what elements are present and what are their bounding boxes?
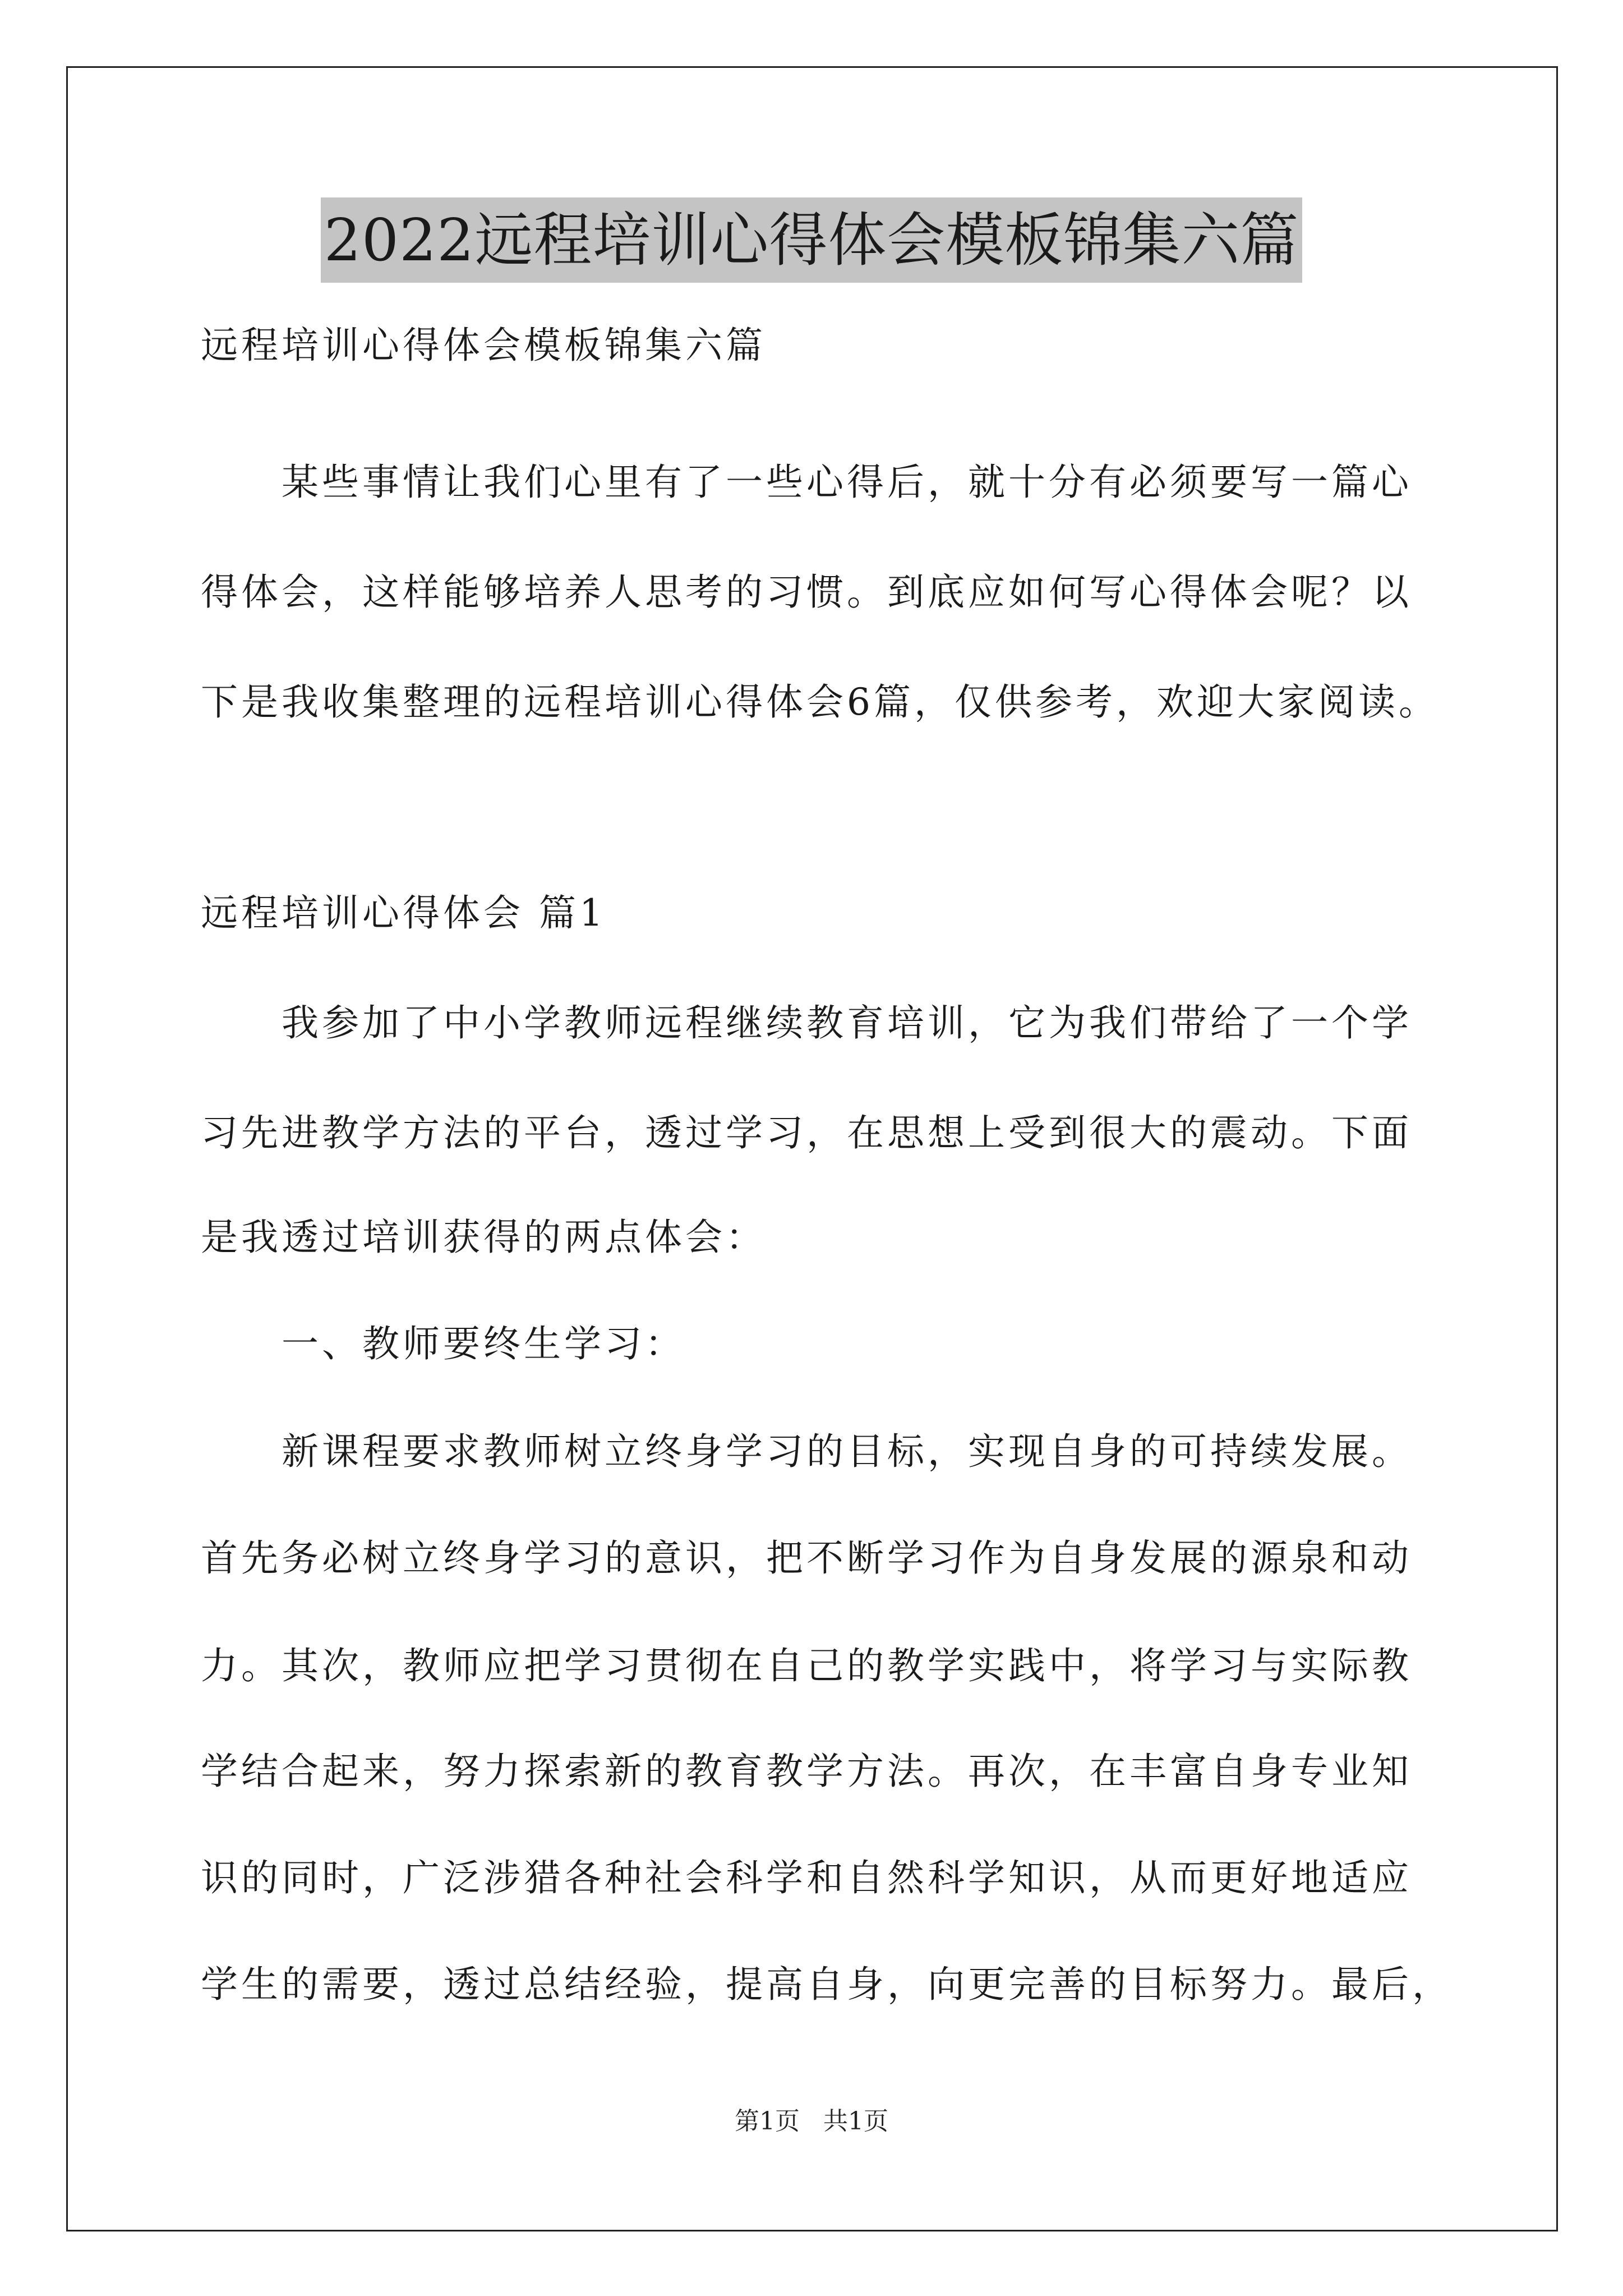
paragraph-line: 识的同时，广泛涉猎各种社会科学和自然科学知识，从而更好地适应 bbox=[201, 1856, 1412, 1899]
title-container bbox=[0, 197, 1623, 283]
page-total: 共1页 bbox=[823, 2107, 888, 2136]
paragraph-line: 新课程要求教师树立终身学习的目标，实现自身的可持续发展。 bbox=[201, 1430, 1412, 1473]
subtitle-line: 远程培训心得体会模板锦集六篇 bbox=[201, 324, 766, 367]
paragraph-line: 我参加了中小学教师远程继续教育培训，它为我们带给了一个学 bbox=[201, 1001, 1412, 1045]
paragraph-line: 是我透过培训获得的两点体会： bbox=[201, 1216, 766, 1259]
page-number: 第1页 bbox=[735, 2107, 800, 2136]
paragraph-line: 某些事情让我们心里有了一些心得后，就十分有必须要写一篇心 bbox=[201, 461, 1412, 504]
section-heading: 远程培训心得体会 篇1 bbox=[201, 891, 606, 935]
page-footer bbox=[0, 2105, 1623, 2138]
paragraph-line: 学生的需要，透过总结经验，提高自身，向更完善的目标努力。最后， bbox=[201, 1963, 1453, 2006]
document-title: 2022远程培训心得体会模板锦集六篇 bbox=[321, 197, 1303, 283]
paragraph-line: 得体会，这样能够培养人思考的习惯。到底应如何写心得体会呢？以 bbox=[201, 570, 1412, 614]
paragraph-line: 习先进教学方法的平台，透过学习，在思想上受到很大的震动。下面 bbox=[201, 1111, 1412, 1154]
paragraph-line: 首先务必树立终身学习的意识，把不断学习作为自身发展的源泉和动 bbox=[201, 1536, 1412, 1580]
paragraph-line: 下是我收集整理的远程培训心得体会6篇，仅供参考，欢迎大家阅读。 bbox=[201, 680, 1439, 724]
subheading-line: 一、教师要终生学习： bbox=[201, 1322, 685, 1365]
paragraph-line: 学结合起来，努力探索新的教育教学方法。再次，在丰富自身专业知 bbox=[201, 1750, 1412, 1793]
paragraph-line: 力。其次，教师应把学习贯彻在自己的教学实践中，将学习与实际教 bbox=[201, 1644, 1412, 1687]
